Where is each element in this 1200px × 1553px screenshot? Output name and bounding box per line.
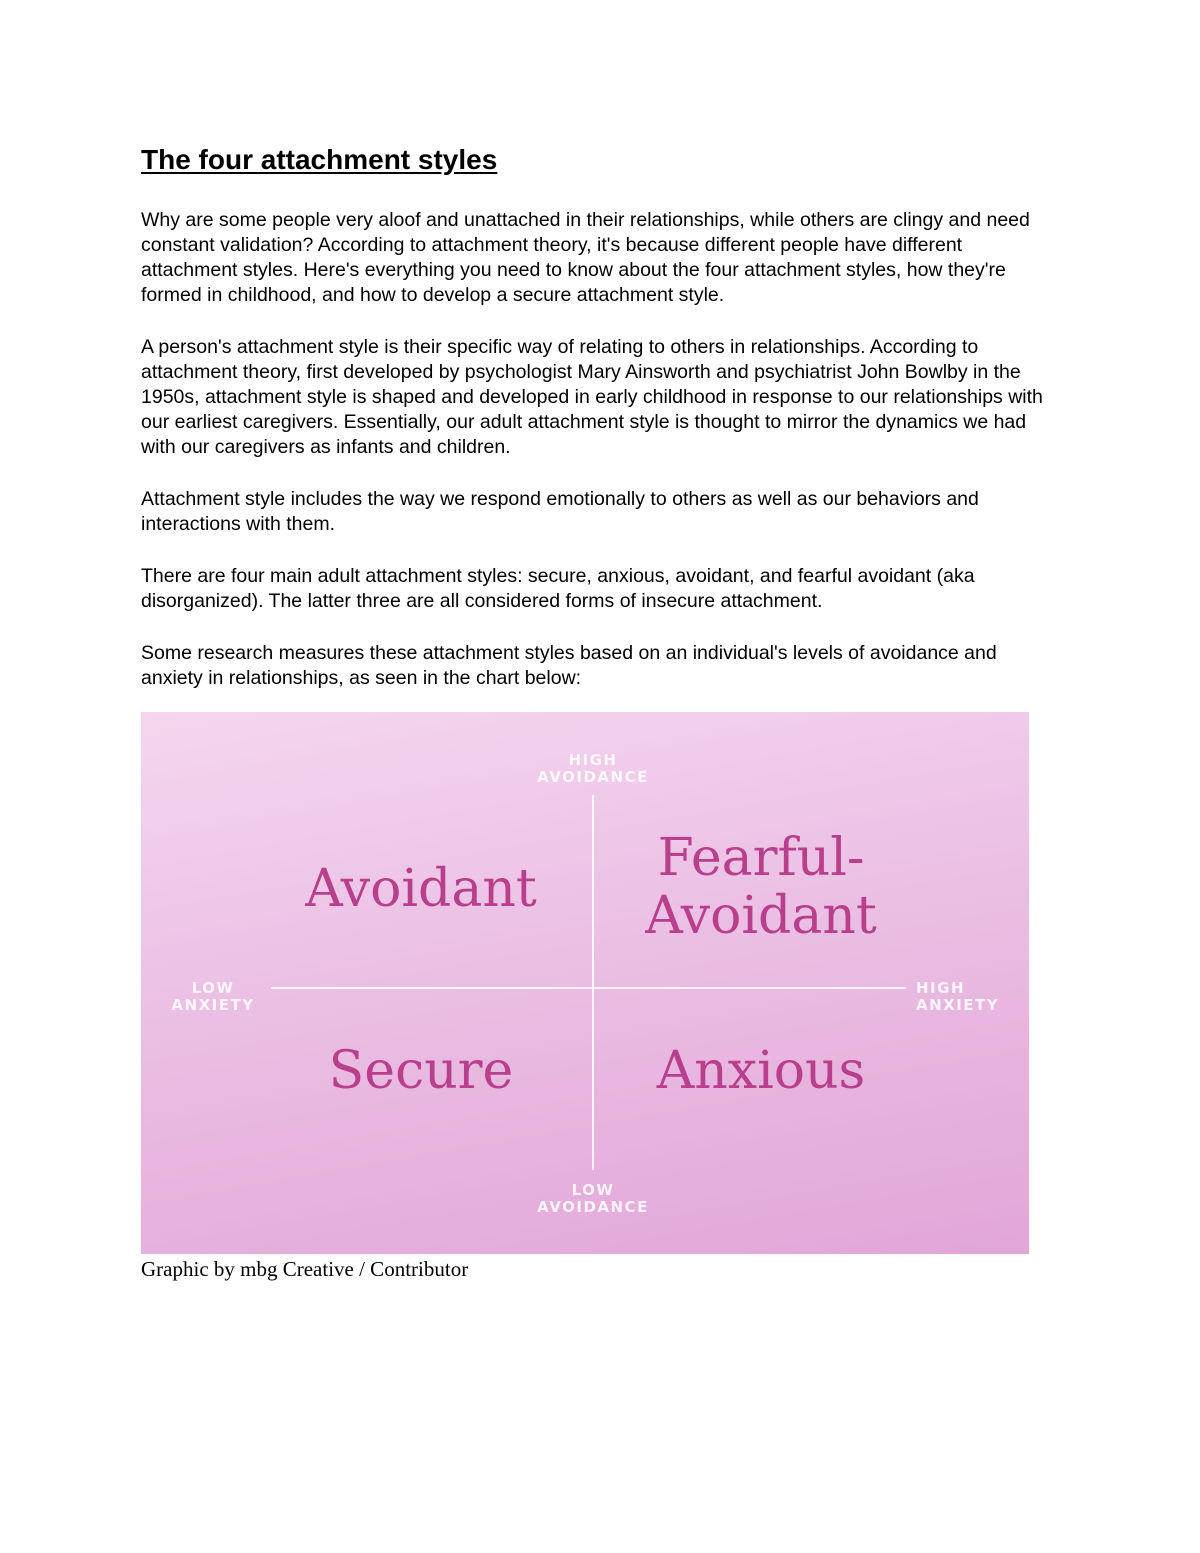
axis-label-line: AVOIDANCE xyxy=(537,1198,649,1216)
quadrant-label: Avoidant xyxy=(645,886,877,946)
axis-label-line: HIGH xyxy=(568,751,618,769)
axis-label-line: ANXIETY xyxy=(916,996,1000,1014)
paragraph-intro: Why are some people very aloof and unattached in their relationships, while others are clingy and need constant validation? According to attachment theory, it's because different people have different attachment styles. Here's everything you need to know about the four attachment styles, how they're formed in childhood, and how to develop a secure attachment style. xyxy=(141,209,1030,306)
axis-label-low-anxiety xyxy=(163,980,263,1014)
attachment-styles-graphic xyxy=(141,712,1029,1254)
paragraph-four-styles: There are four main adult attachment styles: secure, anxious, avoidant, and fearful avoidant (aka disorganized). The latter three are all considered forms of insecure attachment. xyxy=(141,565,975,612)
figure-caption: Graphic by mbg Creative / Contributor xyxy=(141,1257,469,1281)
axis-label-high-anxiety xyxy=(916,980,1016,1014)
axis-label-line: ANXIETY xyxy=(171,996,255,1014)
axis-label-high-avoidance xyxy=(492,752,694,786)
document-title: The four attachment styles xyxy=(141,144,498,175)
avoidance-axis-line xyxy=(592,795,594,1170)
document-body xyxy=(141,140,1061,718)
anxiety-axis-line xyxy=(271,987,906,989)
quadrant-label: Secure xyxy=(328,1041,514,1101)
paragraph-research: Some research measures these attachment styles based on an individual's levels of avoidance and anxiety in relationships, as seen in the chart below: xyxy=(141,642,997,689)
paragraph-definition: A person's attachment style is their specific way of relating to others in relationships. According to attachment theory, first developed by psychologist Mary Ainsworth and psychiatrist John Bowlby in the 1950s, attachment style is shaped and developed in early childhood in response to our relationships with our earliest caregivers. Essentially, our adult attachment style is thought to mirror the dynamics we had with our caregivers as infants and children. xyxy=(141,336,1043,458)
quadrant-anxious xyxy=(611,1042,911,1100)
axis-label-line: HIGH xyxy=(916,979,966,997)
quadrant-fearful-avoidant xyxy=(611,829,911,945)
quadrant-label: Anxious xyxy=(656,1041,866,1101)
axis-label-line: LOW xyxy=(191,979,235,997)
axis-label-line: LOW xyxy=(571,1181,615,1199)
quadrant-avoidant xyxy=(271,860,571,918)
quadrant-label: Fearful- xyxy=(657,828,865,888)
quadrant-secure xyxy=(271,1042,571,1100)
axis-label-line: AVOIDANCE xyxy=(537,768,649,786)
axis-label-low-avoidance xyxy=(492,1182,694,1216)
paragraph-includes: Attachment style includes the way we respond emotionally to others as well as our behaviors and interactions with them. xyxy=(141,488,979,535)
quadrant-label: Avoidant xyxy=(305,859,537,919)
